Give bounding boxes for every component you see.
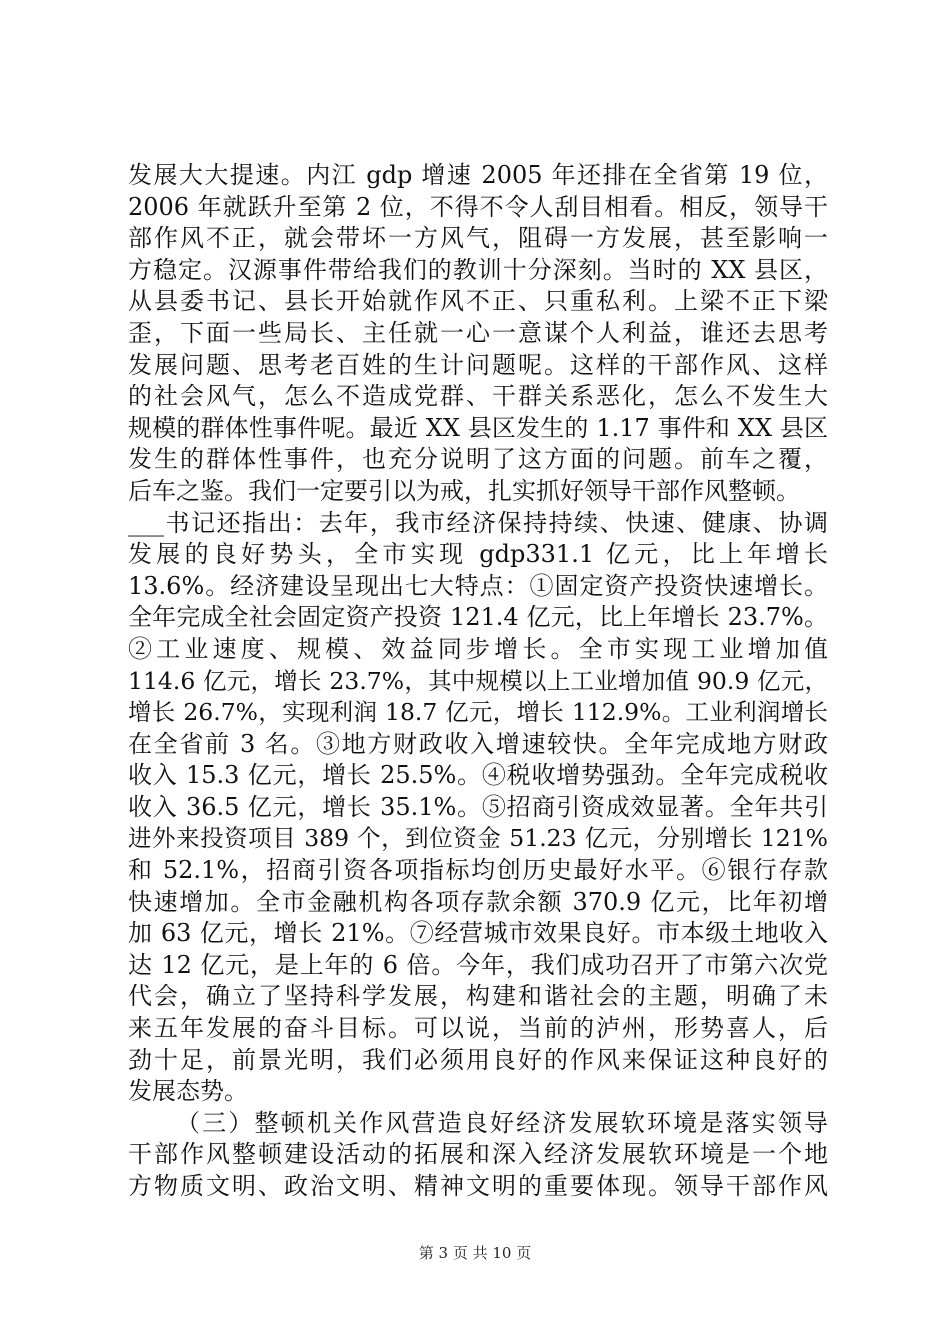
text-line: 歪，下面一些局长、主任就一心一意谋个人利益，谁还去思考	[128, 318, 828, 347]
body-text	[128, 160, 828, 1203]
text-line: 干部作风整顿建设活动的拓展和深入经济发展软环境是一个地	[128, 1140, 828, 1169]
text-line: 发展态势。	[128, 1077, 248, 1106]
text-line: 114.6 亿元，增长 23.7%，其中规模以上工业增加值 90.9 亿元，	[128, 666, 828, 695]
text-line: 增长 26.7%，实现利润 18.7 亿元，增长 112.9%。工业利润增长	[128, 698, 828, 727]
text-line: 发展大大提速。内江 gdp 增速 2005 年还排在全省第 19 位，	[128, 161, 828, 189]
text-line: ②工业速度、规模、效益同步增长。全市实现工业增加值	[128, 634, 828, 663]
text-line: 2006 年就跃升至第 2 位，不得不令人刮目相看。相反，领导干	[128, 192, 828, 221]
text-line: 13.6%。经济建设呈现出七大特点：①固定资产投资快速增长。	[128, 571, 828, 600]
text-line: 发展的良好势头，全市实现 gdp331.1 亿元，比上年增长	[128, 540, 828, 569]
text-line: 来五年发展的奋斗目标。可以说，当前的泸州，形势喜人，后	[128, 1014, 828, 1043]
text-line: 快速增加。全市金融机构各项存款余额 370.9 亿元，比年初增	[128, 887, 828, 916]
text-line: 发展问题、思考老百姓的生计问题呢。这样的干部作风、这样	[128, 350, 828, 379]
text-line: 劲十足，前景光明，我们必须用良好的作风来保证这种良好的	[128, 1045, 828, 1074]
text-line: 部作风不正，就会带坏一方风气，阻碍一方发展，甚至影响一	[128, 224, 828, 253]
text-line: 发生的群体性事件，也充分说明了这方面的问题。前车之覆，	[128, 445, 828, 474]
text-line: 方物质文明、政治文明、精神文明的重要体现。领导干部作风	[128, 1172, 828, 1200]
page-number: 第 3 页 共 10 页	[418, 1244, 532, 1262]
text-line: 规模的群体性事件呢。最近 XX 县区发生的 1.17 事件和 XX 县区	[128, 413, 828, 442]
text-line: 进外来投资项目 389 个，到位资金 51.23 亿元，分别增长 121%	[128, 824, 828, 853]
text-line: 加 63 亿元，增长 21%。⑦经营城市效果良好。市本级土地收入	[128, 919, 828, 948]
text-line: ___书记还指出：去年，我市经济保持持续、快速、健康、协调	[128, 508, 828, 537]
section-heading-line: （三）整顿机关作风营造良好经济发展软环境是落实领导	[176, 1108, 828, 1137]
text-line: 在全省前 3 名。③地方财政收入增速较快。全年完成地方财政	[128, 729, 828, 758]
text-line: 全年完成全社会固定资产投资 121.4 亿元，比上年增长 23.7%。	[128, 603, 828, 632]
text-line: 代会，确立了坚持科学发展，构建和谐社会的主题，明确了未	[128, 982, 828, 1011]
text-line: 方稳定。汉源事件带给我们的教训十分深刻。当时的 XX 县区，	[128, 255, 828, 284]
text-line: 和 52.1%，招商引资各项指标均创历史最好水平。⑥银行存款	[128, 856, 828, 885]
text-line: 收入 36.5 亿元，增长 35.1%。⑤招商引资成效显著。全年共引	[128, 792, 828, 821]
text-line: 达 12 亿元，是上年的 6 倍。今年，我们成功召开了市第六次党	[128, 950, 828, 979]
text-line: 的社会风气，怎么不造成党群、干群关系恶化，怎么不发生大	[128, 382, 828, 411]
text-line: 后车之鉴。我们一定要引以为戒，扎实抓好领导干部作风整顿。	[128, 476, 800, 505]
text-line: 从县委书记、县长开始就作风不正、只重私利。上梁不正下梁	[128, 287, 828, 316]
text-line: 收入 15.3 亿元，增长 25.5%。④税收增势强劲。全年完成税收	[128, 761, 828, 790]
